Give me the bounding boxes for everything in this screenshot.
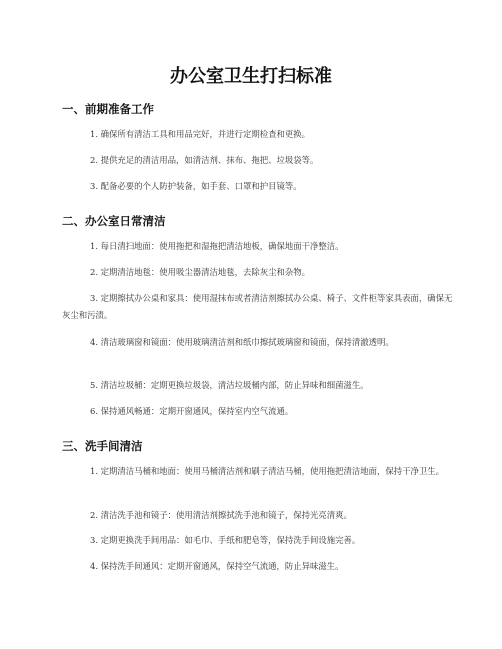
section-heading: 二、办公室日常清洁 bbox=[62, 214, 166, 228]
list-item: 1. 每日清扫地面：使用拖把和湿拖把清洁地板，确保地面干净整洁。 bbox=[90, 241, 344, 251]
list-item: 3. 定期更换洗手间用品：如毛巾、手纸和肥皂等，保持洗手间设施完善。 bbox=[90, 535, 361, 545]
list-item: 6. 保持通风畅通：定期开窗通风，保持室内空气流通。 bbox=[90, 406, 294, 416]
section-heading: 一、前期准备工作 bbox=[62, 102, 154, 116]
list-item: 3. 配备必要的个人防护装备，如手套、口罩和护目镜等。 bbox=[90, 181, 302, 191]
list-item: 1. 确保所有清洁工具和用品完好，并进行定期检查和更换。 bbox=[90, 129, 311, 139]
list-item: 5. 清洁垃圾桶：定期更换垃圾袋，清洁垃圾桶内部，防止异味和细菌滋生。 bbox=[90, 380, 369, 390]
list-item: 2. 定期清洁地毯：使用吸尘器清洁地毯，去除灰尘和杂物。 bbox=[90, 267, 311, 277]
list-item: 2. 清洁洗手池和镜子：使用清洁剂擦拭洗手池和镜子，保持光亮清爽。 bbox=[90, 510, 352, 520]
document-title: 办公室卫生打扫标准 bbox=[170, 66, 332, 87]
list-item: 3. 定期擦拭办公桌和家具：使用湿抹布或者清洁剂擦拭办公桌、椅子、文件柜等家具表面，确保无灰尘和污渍。 bbox=[62, 293, 453, 320]
list-item: 2. 提供充足的清洁用品，如清洁剂、抹布、拖把、垃圾袋等。 bbox=[90, 155, 319, 165]
list-item: 4. 保持洗手间通风：定期开窗通风，保持空气流通，防止异味滋生。 bbox=[90, 561, 344, 571]
list-item: 4. 清洁玻璃窗和镜面：使用玻璃清洁剂和纸巾擦拭玻璃窗和镜面，保持清澈透明。 bbox=[90, 337, 394, 347]
section-heading: 三、洗手间清洁 bbox=[62, 439, 143, 453]
list-item: 1. 定期清洁马桶和地面：使用马桶清洁剂和刷子清洁马桶，使用拖把清洁地面，保持干净卫生。 bbox=[90, 466, 445, 476]
